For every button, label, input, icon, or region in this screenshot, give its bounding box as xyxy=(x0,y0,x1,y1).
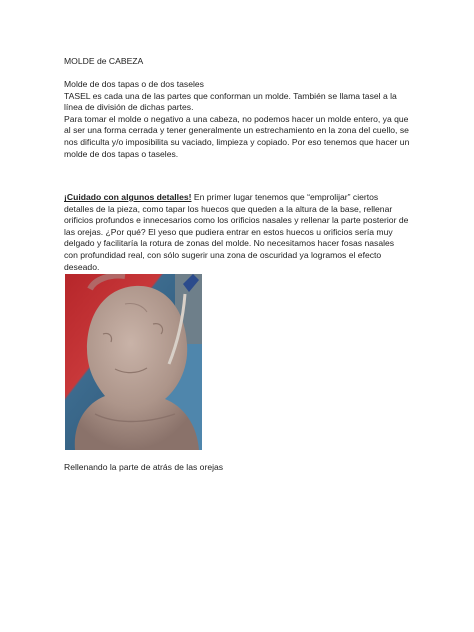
subtitle: Molde de dos tapas o de dos taseles xyxy=(64,79,204,89)
details-body: En primer lugar tenemos que “emprolijar” ciertos detalles de la pieza, como tapar los huecos que queden a la altura de la base, rellenar orificios profundos e innecesarios como los orificios nasales y rellenar la parte posterior de las orejas. ¿Por qué? El yeso que pudiera entrar en estos huecos u orificios sería muy delgado y facilitaría la rotura de zonas del molde. No necesitamos hacer fosas nasales con profundidad real, con sólo sugerir una zona de oscuridad ya logramos el efecto deseado. xyxy=(64,192,409,272)
clay-head-photo xyxy=(65,274,202,450)
paragraph-tasel: TASEL es cada una de las partes que conforman un molde. También se llama tasel a la línea de división de dichas partes. xyxy=(64,90,397,113)
details-paragraph xyxy=(64,192,410,273)
photo-caption: Rellenando la parte de atrás de las orejas xyxy=(64,462,224,472)
document-title: MOLDE de CABEZA xyxy=(64,56,144,66)
paragraph-molde: Para tomar el molde o negativo a una cabeza, no podemos hacer un molde entero, ya que al ser una forma cerrada y tener generalmente un estrechamiento en la zona del cuello, se nos dificulta y/o imposibilita su vaciado, limpieza y copiado. Por eso tenemos que hacer un molde de dos tapas o taseles. xyxy=(64,113,410,159)
details-heading: ¡Cuidado con algunos detalles! xyxy=(64,192,192,202)
intro-block xyxy=(64,79,410,160)
